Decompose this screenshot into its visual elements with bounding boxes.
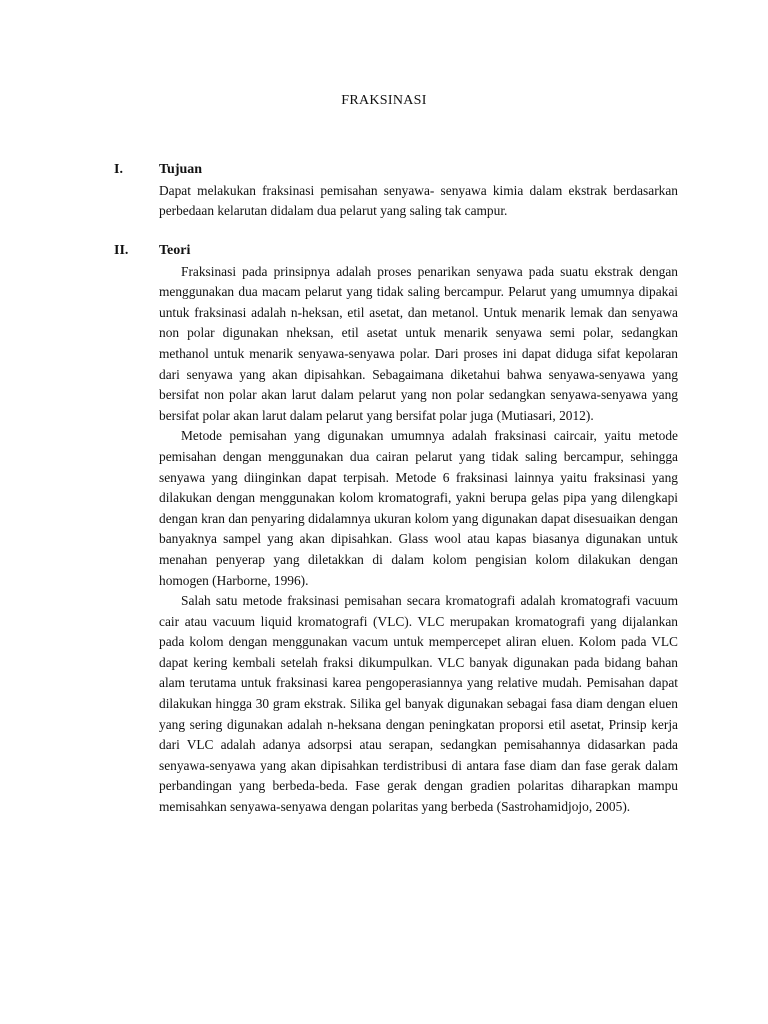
section-number: I. <box>114 162 123 177</box>
section-heading: Tujuan <box>159 162 203 177</box>
paragraph: Metode pemisahan yang digunakan umumnya adalah fraksinasi caircair, yaitu metode pemisahan dengan menggunakan dua cairan pelarut yang tidak saling bercampur, sehingga senyawa yang diinginkan dapat terpisah. Metode 6 fraksinasi lainnya yaitu fraksinasi yang dilakukan dengan menggunakan kolom kromatografi, yakni berupa gelas pipa yang dilengkapi dengan kran dan penyaring didalamnya ukuran kolom yang digunakan dapat disesuaikan dengan banyaknya sampel yang akan dipisahkan. Glass wool atau kapas biasanya digunakan untuk menahan penyerap yang diletakkan di dalam kolom pengisian kolom dilakukan dengan homogen (Harborne, 1996). <box>159 428 678 588</box>
section-heading: Teori <box>159 243 191 258</box>
section-body <box>159 160 678 222</box>
paragraph: Fraksinasi pada prinsipnya adalah proses penarikan senyawa pada suatu ekstrak dengan menggunakan dua macam pelarut yang tidak saling bercampur. Pelarut yang umumnya dipakai untuk fraksinasi adalah n-heksan, etil asetat, dan metanol. Untuk menarik lemak dan senyawa non polar digunakan nheksan, etil asetat untuk menarik senyawa semi polar, sedangkan methanol untuk menarik senyawa-senyawa polar. Dari proses ini dapat diduga sifat kepolaran dari senyawa yang akan dipisahkan. Sebagaimana diketahui bahwa senyawa-senyawa yang bersifat non polar akan larut dalam pelarut yang non polar sedangkan senyawa-senyawa yang bersifat polar akan larut dalam pelarut yang bersifat polar juga (Mutiasari, 2012). <box>159 263 678 423</box>
paragraph: Dapat melakukan fraksinasi pemisahan senyawa- senyawa kimia dalam ekstrak berdasarkan perbedaan kelarutan didalam dua pelarut yang saling tak campur. <box>159 182 678 219</box>
section-body <box>159 241 678 818</box>
section-teori <box>114 241 678 818</box>
section-tujuan <box>114 160 678 222</box>
paragraph: Salah satu metode fraksinasi pemisahan secara kromatografi adalah kromatografi vacuum cair atau vacuum liquid kromatografi (VLC). VLC merupakan kromatografi yang dijalankan pada kolom dengan menggunakan vacum untuk mempercepet aliran eluen. Kolom pada VLC dapat kering kembali setelah fraksi dikumpulkan. VLC banyak digunakan pada bidang bahan alam terutama untuk fraksinasi karea pengoperasiannya yang relative mudah. Pemisahan dapat dilakukan hingga 30 gram ekstrak. Silika gel banyak digunakan sebagai fasa diam dengan eluen yang sering digunakan adalah n-heksana dengan peningkatan proporsi etil asetat, Prinsip kerja dari VLC adalah adanya adsorpsi atau serapan, sedangkan pemisahannya didasarkan pada senyawa-senyawa yang akan dipisahkan terdistribusi di antara fase diam dan fase gerak dalam perbandingan yang berbeda-beda. Fase gerak dengan gradien polaritas diharapkan mampu memisahkan senyawa-senyawa dengan polaritas yang berbeda (Sastrohamidjojo, 2005). <box>159 593 678 815</box>
document-title: FRAKSINASI <box>341 93 427 108</box>
section-number: II. <box>114 243 129 258</box>
